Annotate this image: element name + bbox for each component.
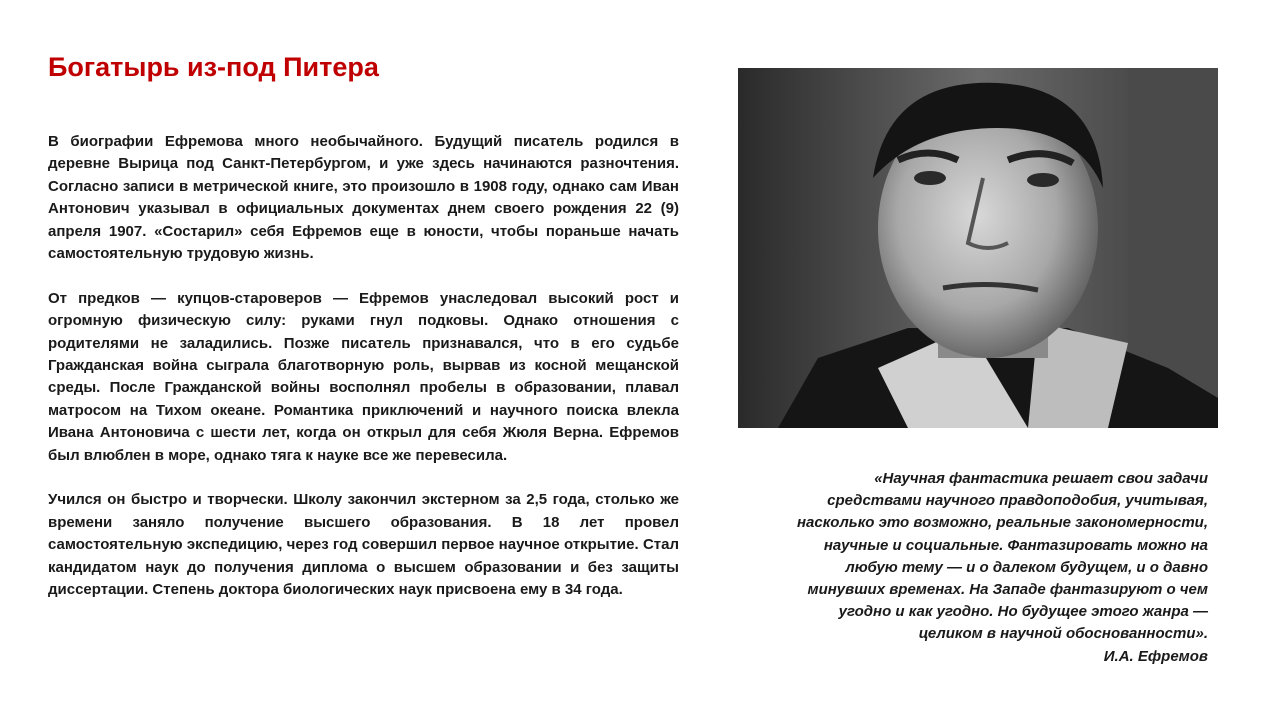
quote-author: И.А. Ефремов: [1103, 647, 1208, 665]
quote-line: научные и социальные. Фантазировать можно на: [823, 536, 1208, 554]
paragraph-birth: В биографии Ефремова много необычайного. Будущий писатель родился в деревне Вырица под Санкт-Петербургом, и уже здесь начинаются разночтения. Согласно записи в метрической книге, это произошло в 1908 году, однако сам Иван Антонович указывал в официальных документах днем своего рождения 22 (9) апреля 1907. «Состарил» себя Ефремов еще в юности, чтобы пораньше начать самостоятельную трудовую жизнь.: [48, 133, 679, 263]
biography-text: [48, 131, 679, 624]
quote-line: средствами научного правдоподобия, учитывая,: [827, 492, 1208, 510]
portrait-photo: [738, 68, 1218, 428]
quote-block: [738, 468, 1208, 668]
paragraph-education: Учился он быстро и творчески. Школу закончил экстерном за 2,5 года, столько же времени заняло получение высшего образования. В 18 лет провел самостоятельную экспедицию, через год совершил первое научное открытие. Стал кандидатом наук до получения диплома о высшем образовании и без защиты диссертации. Степень доктора биологических наук присвоена ему в 34 года.: [48, 491, 679, 599]
quote-line: любую тему — и о далеком будущем, и о давно: [845, 558, 1208, 576]
quote-line: угодно и как угодно. Но будущее этого жанра —: [838, 603, 1208, 621]
quote-line: насколько это возможно, реальные закономерности,: [796, 514, 1208, 532]
quote-line: целиком в научной обоснованности».: [918, 625, 1208, 643]
quote-line: минувших временах. На Западе фантазируют о чем: [807, 581, 1208, 599]
page-title: Богатырь из-под Питера: [48, 52, 379, 82]
paragraph-youth: От предков — купцов-староверов — Ефремов унаследовал высокий рост и огромную физическую силу: руками гнул подковы. Однако отношения с родителями не заладились. Позже писатель признавался, что в его судьбе Гражданская война сыграла благотворную роль, вырвав из косной мещанской среды. После Гражданской войны восполнял пробелы в образовании, плавал матросом на Тихом океане. Романтика приключений и научного поиска влекла Ивана Антоновича с шести лет, когда он открыл для себя Жюля Верна. Ефремов был влюблен в море, однако тяга к науке все же перевесила.: [48, 289, 679, 464]
quote-line: «Научная фантастика решает свои задачи: [874, 470, 1208, 487]
